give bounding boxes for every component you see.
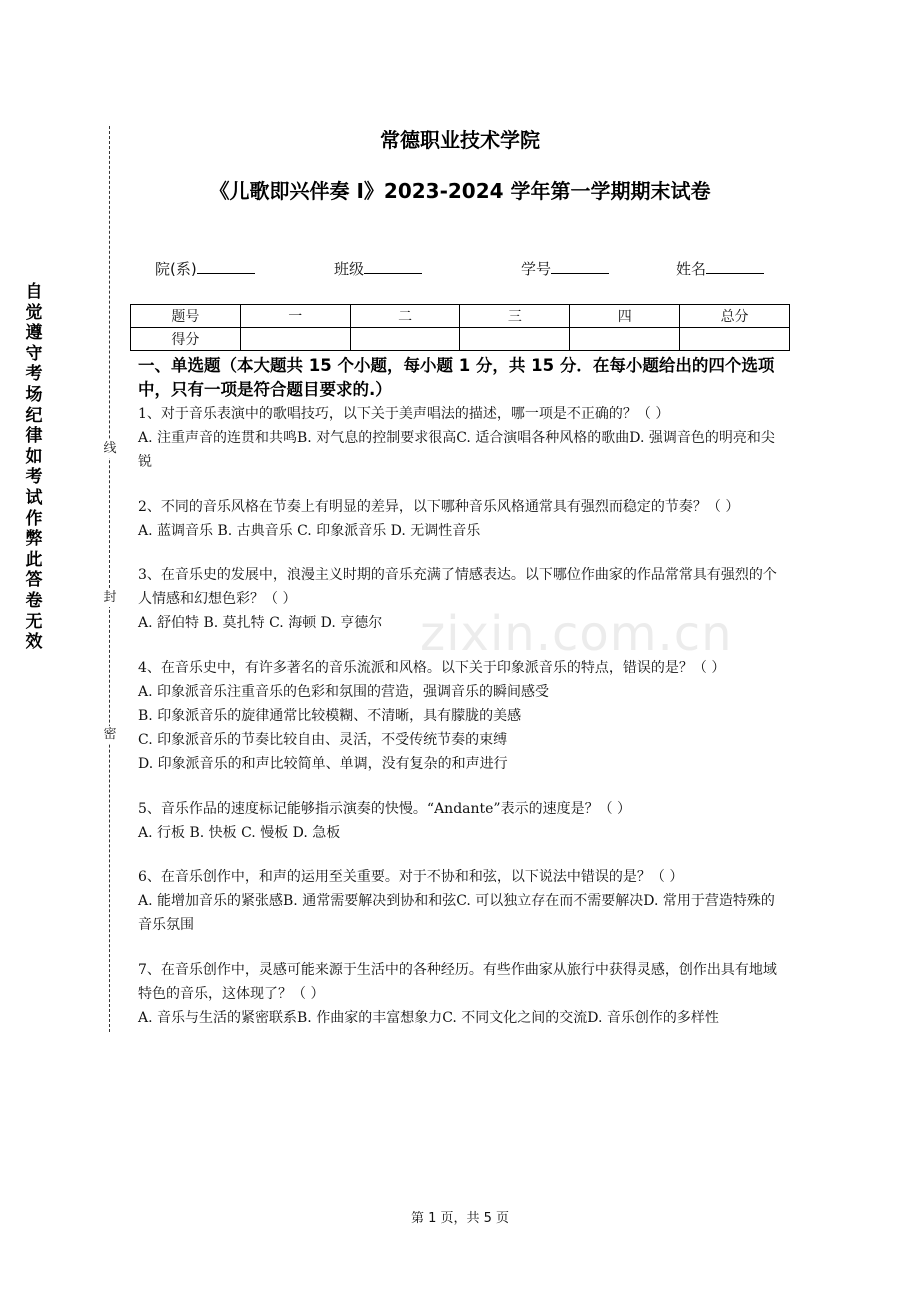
student-id-field[interactable]	[521, 258, 609, 279]
dept-label: 院(系)	[155, 260, 197, 278]
question-stem: 5、音乐作品的速度标记能够指示演奏的快慢。“Andante”表示的速度是？（ ）	[138, 800, 632, 817]
name-field[interactable]	[676, 258, 764, 279]
score-row-label: 得分	[131, 328, 241, 351]
question-stem: 3、在音乐史的发展中，浪漫主义时期的音乐充满了情感表达。以下哪位作曲家的作品常常具有强烈的个人情感和幻想色彩？（ ）	[138, 567, 777, 608]
dept-field[interactable]	[155, 258, 255, 279]
question-options: A. 音乐与生活的紧密联系B. 作曲家的丰富想象力C. 不同文化之间的交流D. 音乐创作的多样性	[138, 1010, 719, 1027]
side-warning-text: 自觉遵守考场纪律如考试作弊此答卷无效	[25, 282, 43, 653]
score-header-cell: 四	[570, 305, 680, 328]
name-label: 姓名	[676, 260, 707, 278]
question-stem: 4、在音乐史中，有许多著名的音乐流派和风格。以下关于印象派音乐的特点，错误的是？（ ）	[138, 659, 726, 676]
question-list	[138, 402, 784, 1030]
question-item	[138, 656, 784, 777]
question-options: A. 印象派音乐注重音乐的色彩和氛围的营造，强调音乐的瞬间感受	[138, 683, 550, 700]
student-id-label: 学号	[521, 260, 552, 278]
score-table-header-row	[131, 305, 790, 328]
class-blank[interactable]	[364, 259, 422, 274]
binding-mark-mi: 密	[101, 726, 119, 744]
score-header-cell: 题号	[131, 305, 241, 328]
exam-content	[138, 354, 784, 1030]
score-cell[interactable]	[680, 328, 790, 351]
question-item	[138, 958, 784, 1031]
class-field[interactable]	[334, 258, 422, 279]
score-header-cell: 总分	[680, 305, 790, 328]
score-cell[interactable]	[460, 328, 570, 351]
question-stem: 6、在音乐创作中，和声的运用至关重要。对于不协和和弦，以下说法中错误的是？（ ）	[138, 869, 684, 886]
question-item	[138, 797, 784, 845]
question-item	[138, 495, 784, 543]
question-stem: 1、对于音乐表演中的歌唱技巧，以下关于美声唱法的描述，哪一项是不正确的？（ ）	[138, 406, 670, 422]
score-cell[interactable]	[350, 328, 460, 351]
name-blank[interactable]	[706, 259, 764, 274]
question-options: A. 注重声音的连贯和共鸣B. 对气息的控制要求很高C. 适合演唱各种风格的歌曲D. 强调音色的明亮和尖锐	[138, 430, 775, 471]
score-table	[130, 304, 790, 351]
watermark: zixin.com.cn	[420, 606, 733, 662]
page-footer: 第 1 页，共 5 页	[410, 1211, 510, 1226]
question-stem: 7、在音乐创作中，灵感可能来源于生活中的各种经历。有些作曲家从旅行中获得灵感，创作出具有地域特色的音乐，这体现了？（ ）	[138, 961, 777, 1002]
score-header-cell: 一	[240, 305, 350, 328]
student-id-blank[interactable]	[551, 259, 609, 274]
student-info-row	[0, 258, 920, 282]
score-cell[interactable]	[240, 328, 350, 351]
dept-blank[interactable]	[197, 259, 255, 274]
school-name: 常德职业技术学院	[380, 128, 540, 152]
binding-mark-xian: 线	[101, 440, 119, 458]
question-item	[138, 402, 784, 475]
score-header-cell: 三	[460, 305, 570, 328]
exam-title: 《儿歌即兴伴奏 I》2023-2024 学年第一学期期末试卷	[209, 179, 711, 203]
score-header-cell: 二	[350, 305, 460, 328]
question-options: A. 舒伯特 B. 莫扎特 C. 海顿 D. 亨德尔	[138, 615, 383, 632]
question-options: A. 行板 B. 快板 C. 慢板 D. 急板	[138, 824, 341, 841]
score-cell[interactable]	[570, 328, 680, 351]
section-heading: 一、单选题（本大题共 15 个小题，每小题 1 分，共 15 分．在每小题给出的四个选项中，只有一项是符合题目要求的.）	[138, 356, 775, 399]
class-label: 班级	[334, 260, 365, 278]
question-item	[138, 865, 784, 938]
question-options: A. 蓝调音乐 B. 古典音乐 C. 印象派音乐 D. 无调性音乐	[138, 522, 481, 539]
question-options: A. 能增加音乐的紧张感B. 通常需要解决到协和和弦C. 可以独立存在而不需要解决D. 常用于营造特殊的音乐氛围	[138, 893, 775, 934]
question-options: C. 印象派音乐的节奏比较自由、灵活，不受传统节奏的束缚	[138, 732, 508, 749]
score-table-score-row	[131, 328, 790, 351]
question-options: B. 印象派音乐的旋律通常比较模糊、不清晰，具有朦胧的美感	[138, 708, 522, 725]
binding-mark-feng: 封	[101, 589, 119, 607]
question-stem: 2、不同的音乐风格在节奏上有明显的差异，以下哪种音乐风格通常具有强烈而稳定的节奏？（ ）	[138, 498, 740, 515]
question-options: D. 印象派音乐的和声比较简单、单调，没有复杂的和声进行	[138, 756, 508, 773]
